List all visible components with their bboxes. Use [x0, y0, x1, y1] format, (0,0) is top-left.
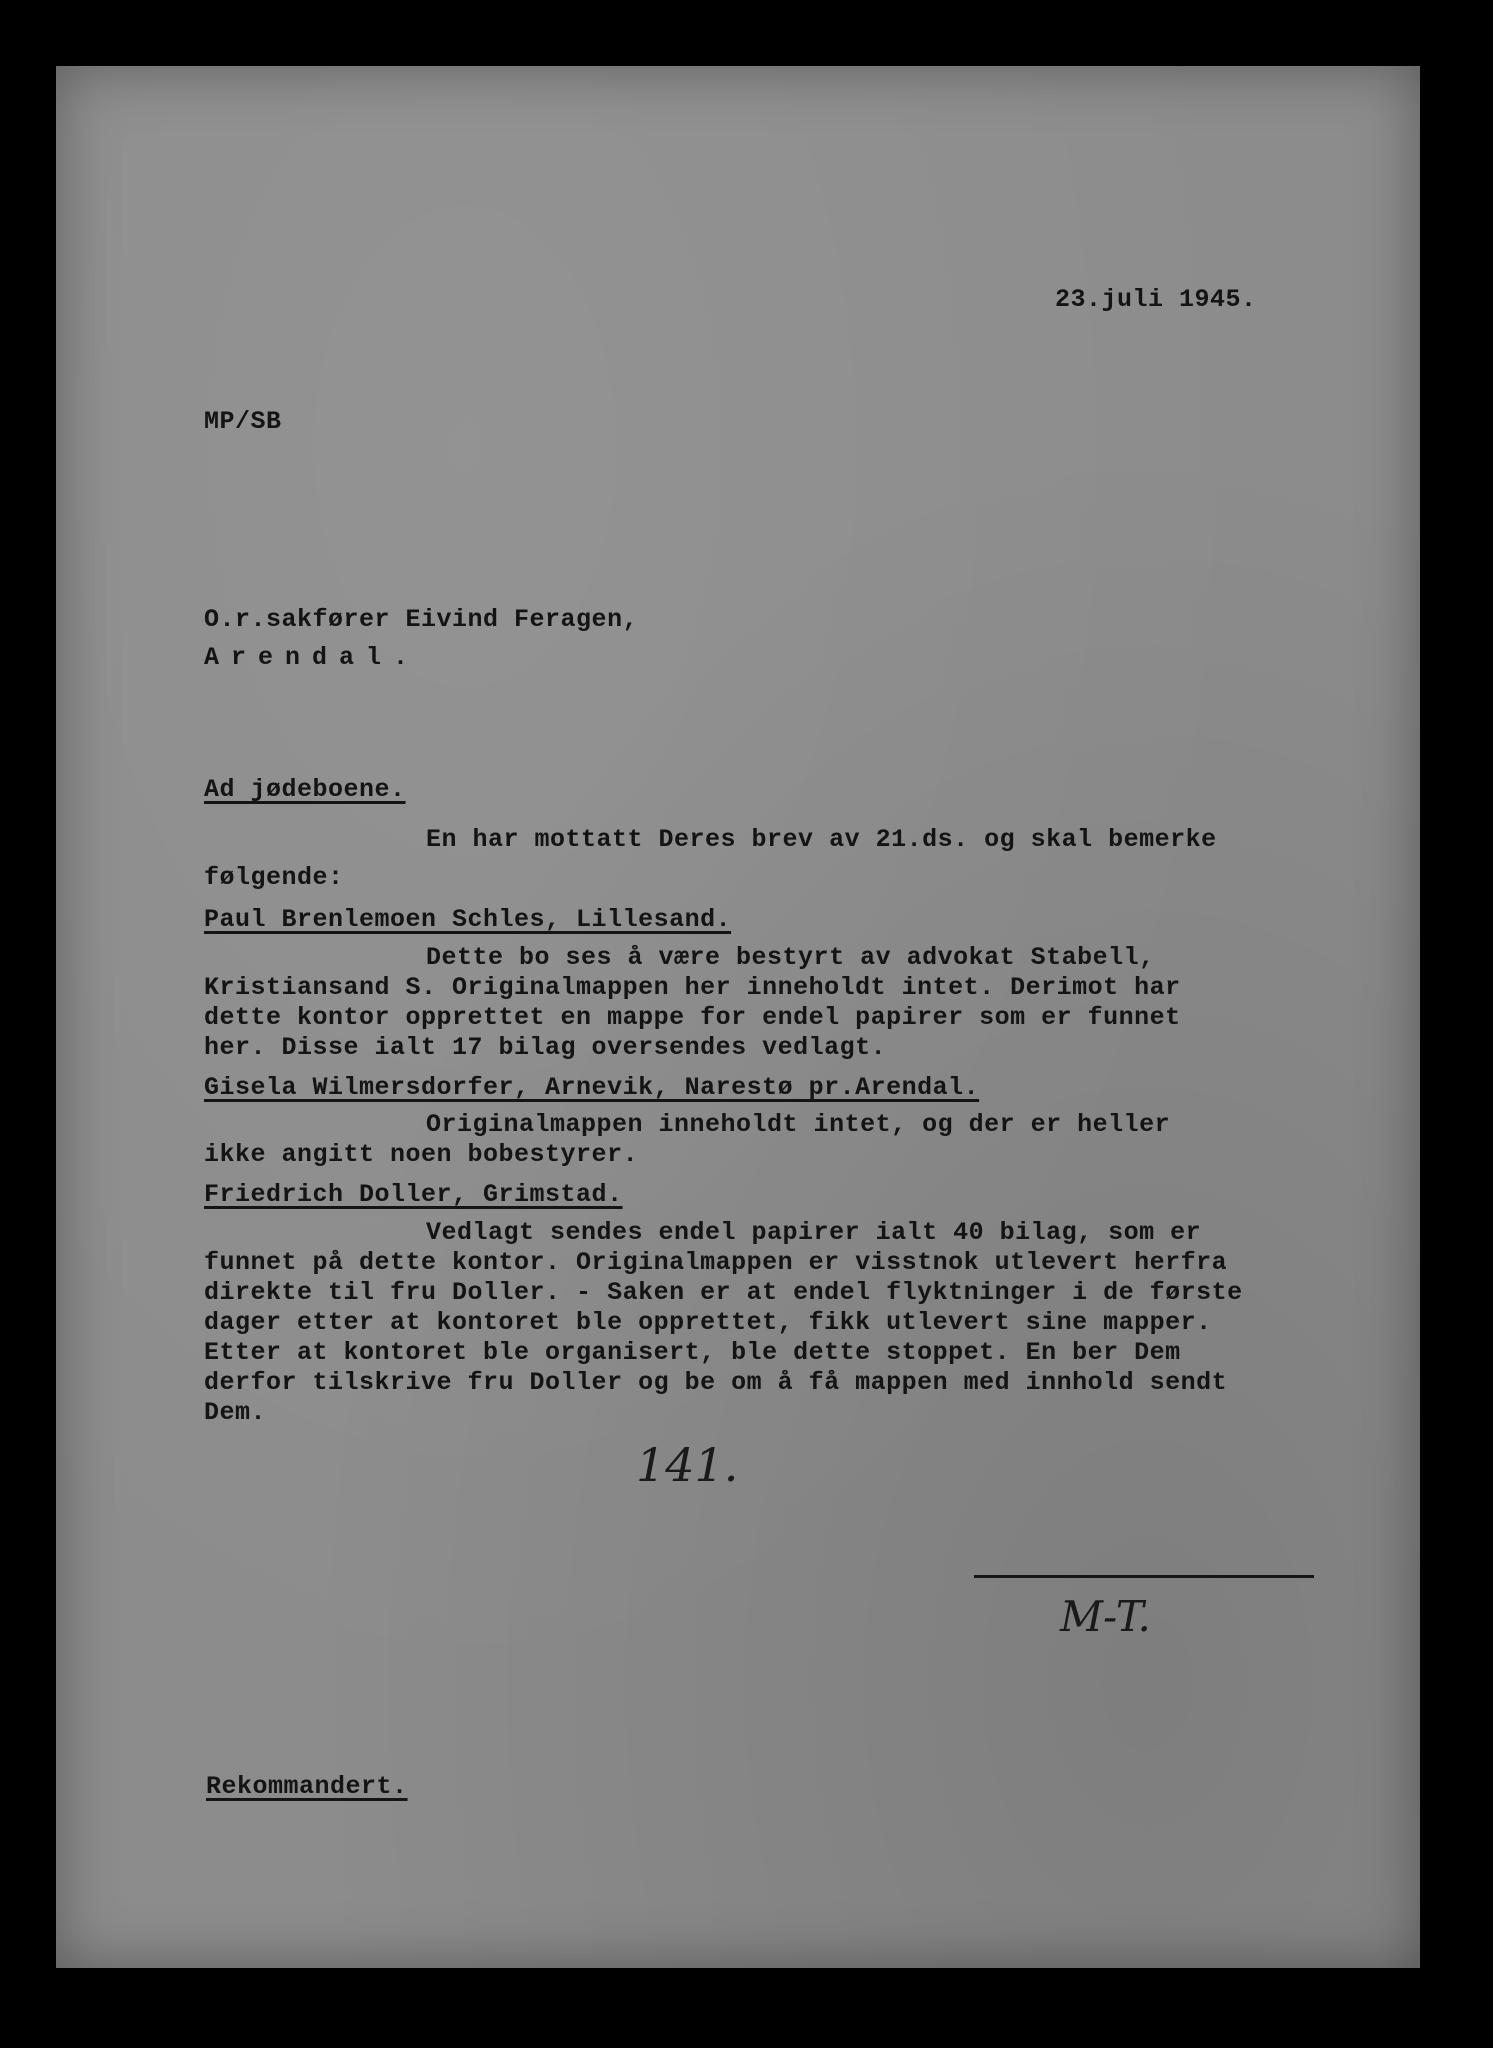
section-line: her. Disse ialt 17 bilag oversendes vedlagt. — [204, 1033, 887, 1062]
section-line: Kristiansand S. Originalmappen her inneholdt intet. Derimot har — [204, 973, 1181, 1002]
section-line: direkte til fru Doller. - Saken er at endel flyktninger i de første — [204, 1278, 1243, 1307]
letter-subject: Ad jødeboene. — [204, 775, 406, 804]
signature-initials: M-T. — [1060, 1592, 1151, 1641]
reference-code: MP/SB — [204, 407, 282, 436]
section-line: dager etter at kontoret ble opprettet, fikk utlevert sine mapper. — [204, 1308, 1212, 1337]
section-heading: Friedrich Doller, Grimstad. — [204, 1180, 623, 1209]
section-heading: Paul Brenlemoen Schles, Lillesand. — [204, 905, 732, 934]
handwritten-number: 141. — [636, 1438, 739, 1492]
letter-date: 23.juli 1945. — [1055, 285, 1257, 314]
signature-line — [974, 1575, 1314, 1578]
recipient-name: O.r.sakfører Eivind Feragen, — [204, 605, 639, 634]
section-line: Vedlagt sendes endel papirer ialt 40 bilag, som er — [426, 1218, 1202, 1247]
intro-line-1: En har mottatt Deres brev av 21.ds. og skal bemerke — [426, 825, 1217, 854]
section-line: dette kontor opprettet en mappe for endel papirer som er funnet — [204, 1003, 1181, 1032]
section-line: Originalmappen inneholdt intet, og der er heller — [426, 1110, 1171, 1139]
section-line: Etter at kontoret ble organisert, ble dette stoppet. En ber Dem — [204, 1338, 1181, 1367]
section-heading: Gisela Wilmersdorfer, Arnevik, Narestø pr.Arendal. — [204, 1073, 980, 1102]
section-line: derfor tilskrive fru Doller og be om å få mappen med innhold sendt — [204, 1368, 1228, 1397]
recipient-city: Arendal. — [204, 643, 421, 672]
section-line: Dem. — [204, 1398, 267, 1427]
intro-line-2: følgende: — [204, 863, 344, 892]
section-line: funnet på dette kontor. Originalmappen er visstnok utlevert herfra — [204, 1248, 1228, 1277]
section-line: ikke angitt noen bobestyrer. — [204, 1140, 639, 1169]
section-line: Dette bo ses å være bestyrt av advokat Stabell, — [426, 943, 1155, 972]
registered-mail-note: Rekommandert. — [206, 1772, 408, 1801]
